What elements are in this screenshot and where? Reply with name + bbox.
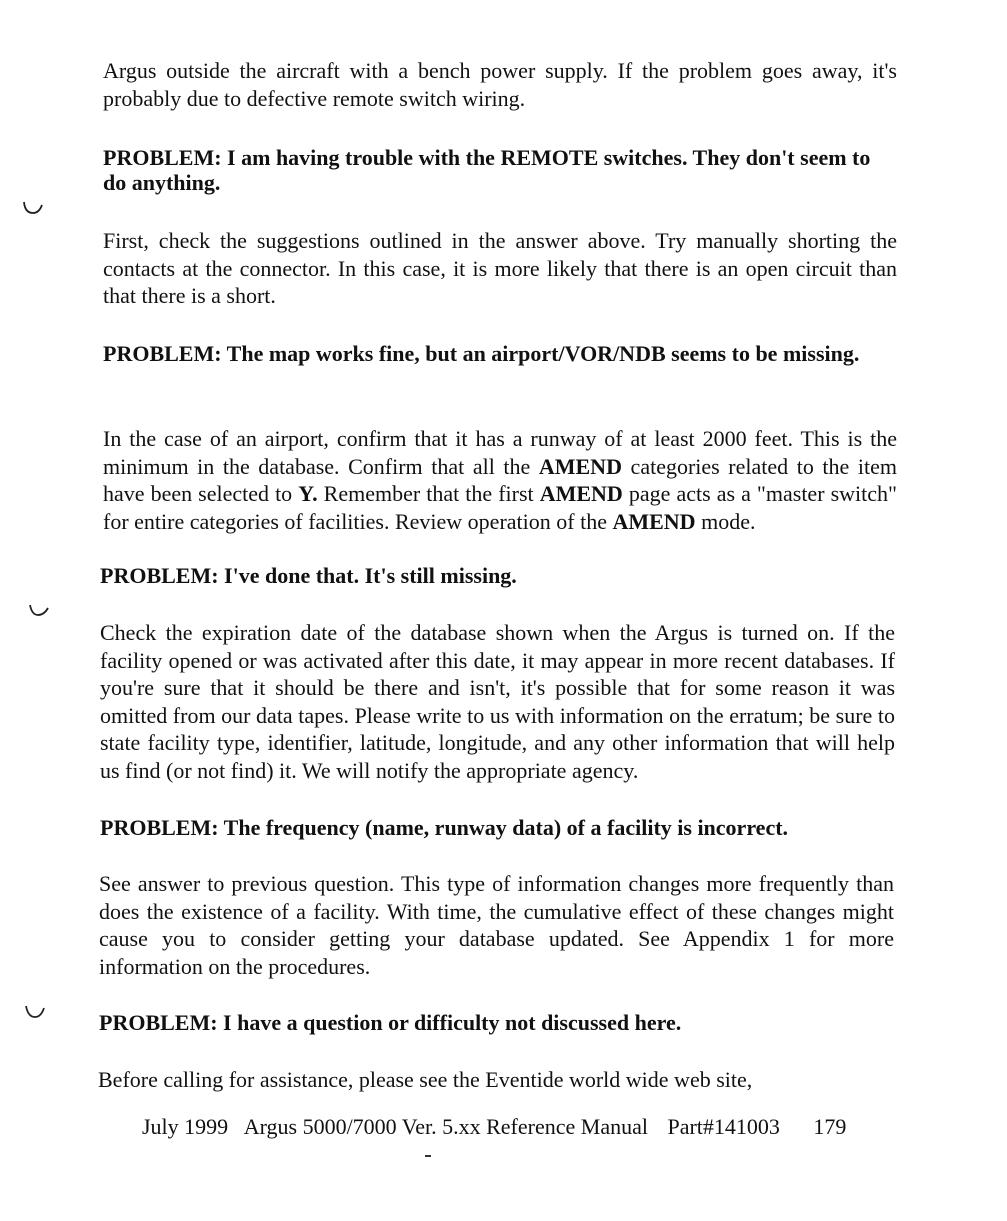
margin-check-mark (22, 200, 44, 216)
margin-check-mark (24, 1004, 46, 1020)
amend-keyword: AMEND (612, 508, 696, 534)
footer-part-number: Part#141003 (667, 1114, 780, 1139)
yes-keyword: Y. (298, 481, 318, 506)
answer-text: categories related to the item have been selected to (103, 453, 897, 506)
margin-check-mark (28, 603, 50, 619)
answer-missing-facility (103, 425, 897, 535)
page-number: 179 (813, 1114, 847, 1139)
scan-artifact-mark (425, 1155, 431, 1157)
answer-remote-switches: First, check the suggestions outlined in the answer above. Try manually shorting the contacts at the connector. In this case, it is more likely that there is an open circuit than that there is a short. (103, 228, 897, 308)
amend-keyword: AMEND (538, 453, 622, 479)
intro-paragraph: Argus outside the aircraft with a bench power supply. If the problem goes away, it's probably due to defective remote switch wiring. (103, 58, 897, 111)
answer-text: page acts as a "master switch" for entire categories of facilities. Review operation of the (103, 481, 897, 534)
problem-heading-remote-switches: PROBLEM: I am having trouble with the REMOTE switches. They don't seem to do anything. (103, 145, 871, 195)
answer-incorrect-frequency: See answer to previous question. This type of information changes more frequently than does the existence of a facility. With time, the cumulative effect of these changes might cause you to consider getting your database updated. See Appendix 1 for more information on the procedures. (99, 871, 894, 979)
problem-heading-incorrect-frequency: PROBLEM: The frequency (name, runway data) of a facility is incorrect. (100, 815, 789, 840)
answer-still-missing: Check the expiration date of the database shown when the Argus is turned on. If the facility opened or was activated after this date, it may appear in more recent databases. If you're sure that it should be there and isn't, it's possible that for some reason it was omitted from our data tapes. Please write to us with information on the erratum; be sure to state facility type, identifier, latitude, longitude, and any other information that will help us find (or not find) it. We will notify the appropriate agency. (100, 620, 895, 783)
problem-heading-other-question: PROBLEM: I have a question or difficulty not discussed here. (99, 1010, 682, 1035)
problem-heading-missing-facility: PROBLEM: The map works fine, but an airport/VOR/NDB seems to be missing. (103, 341, 860, 366)
amend-keyword: AMEND (539, 481, 623, 506)
answer-text: Remember that the first (317, 481, 540, 506)
page-footer (142, 1114, 846, 1140)
footer-title: Argus 5000/7000 Ver. 5.xx Reference Manual (243, 1114, 648, 1139)
footer-date: July 1999 (142, 1114, 229, 1139)
answer-other-question: Before calling for assistance, please see the Eventide world wide web site, (98, 1067, 753, 1092)
answer-text: mode. (695, 508, 756, 534)
problem-heading-still-missing: PROBLEM: I've done that. It's still missing. (100, 563, 517, 588)
answer-text: In the case of an airport, confirm that it has a runway of at least 2000 feet. This is the minimum in the database. Confirm that all the (103, 426, 897, 479)
